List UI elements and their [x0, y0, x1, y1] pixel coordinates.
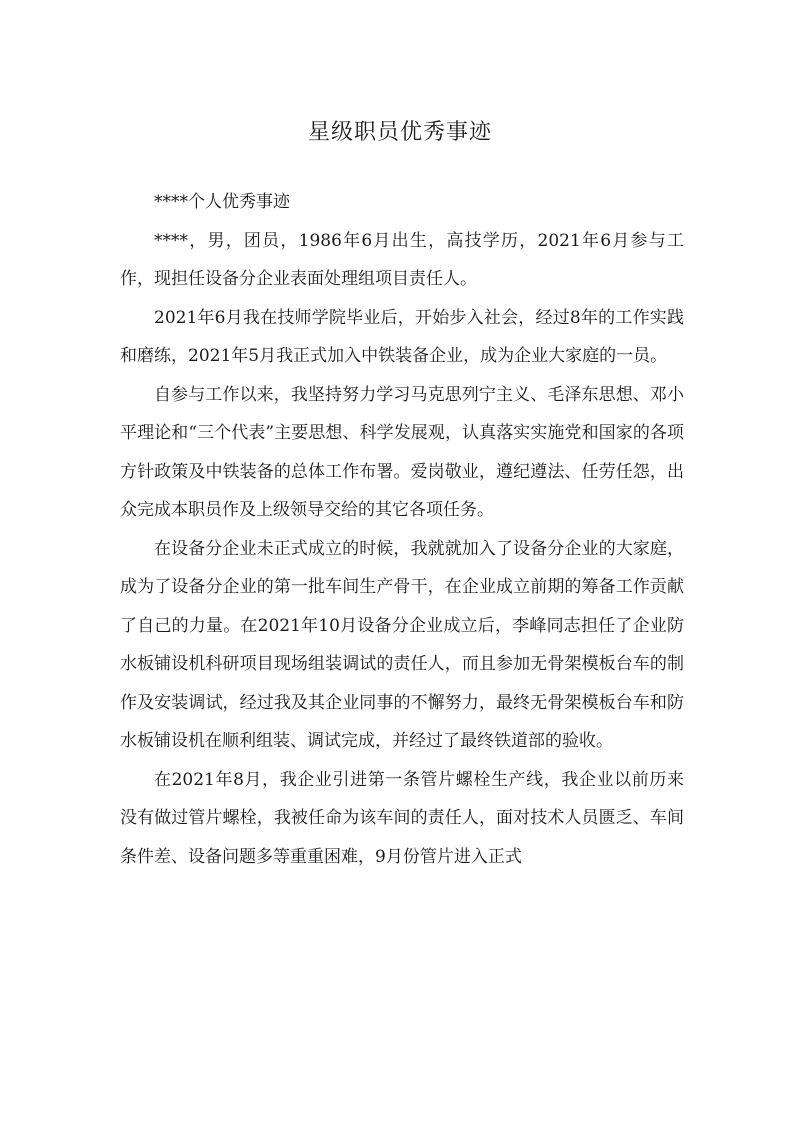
document-title: 星级职员优秀事迹: [307, 119, 492, 145]
paragraph-political-study: 自参与工作以来，我坚持努力学习马克思列宁主义、毛泽东思想、邓小平理论和“三个代表”主要思想、科学发展观，认真落实实施党和国家的各项方针政策及中铁装备的总体工作布署。爱岗敬业，遵纪遵法、任劳任怨，出众完成本职员作及上级领导交给的其它各项任务。: [120, 384, 684, 520]
document-body: [120, 183, 684, 876]
paragraph-bolt-production: 在2021年8月，我企业引进第一条管片螺栓生产线，我企业以前历来没有做过管片螺栓，我被任命为该车间的责任人，面对技术人员匮乏、车间条件差、设备问题多等重重困难，9月份管片进入正式: [120, 769, 684, 867]
paragraph-heading: ****个人优秀事迹: [154, 192, 290, 212]
paragraph-profile: ****，男，团员，1986年6月出生，高技学历，2021年6月参与工作，现担任设备分企业表面处理组项目责任人。: [120, 230, 684, 289]
paragraph-branch-founding: 在设备分企业未正式成立的时候，我就就加入了设备分企业的大家庭，成为了设备分企业的第一批车间生产骨干，在企业成立前期的筹备工作贡献了自己的力量。在2021年10月设备分企业成立后，李峰同志担任了企业防水板铺设机科研项目现场组装调试的责任人，而且参加无骨架模板台车的制作及安装调试，经过我及其企业同事的不懈努力，最终无骨架模板台车和防水板铺设机在顺利组装、调试完成，并经过了最终铁道部的验收。: [120, 538, 684, 751]
paragraph-career-start: 2021年6月我在技师学院毕业后，开始步入社会，经过8年的工作实践和磨练，2021年5月我正式加入中铁装备企业，成为企业大家庭的一员。: [120, 307, 684, 366]
